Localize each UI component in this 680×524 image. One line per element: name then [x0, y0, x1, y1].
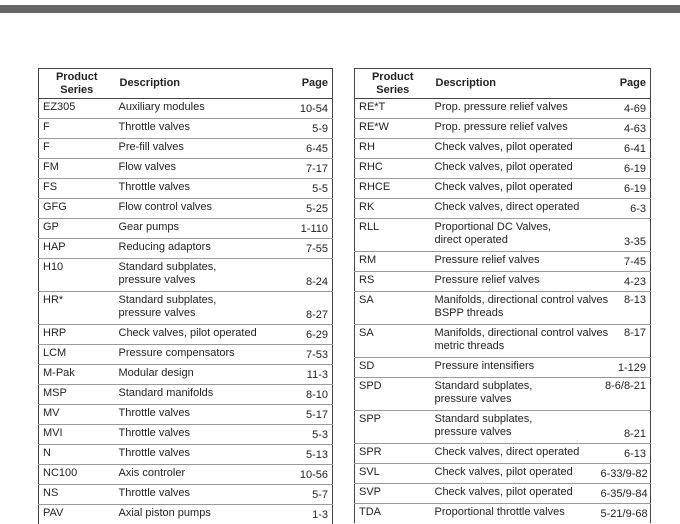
description-cell	[431, 464, 601, 484]
table-row	[39, 219, 333, 239]
product-series-cell: EZ305	[39, 99, 115, 119]
table-row	[39, 365, 333, 385]
page-cell: 8-21	[601, 411, 651, 444]
column-header-page: Page	[285, 69, 333, 99]
table-row	[355, 358, 651, 378]
description-cell	[431, 325, 601, 358]
description-line: Pre-fill valves	[119, 141, 285, 154]
product-series-cell: LCM	[39, 345, 115, 365]
product-series-cell: HAP	[39, 239, 115, 259]
table-row	[355, 252, 651, 272]
page-cell: 1-129	[601, 358, 651, 378]
table-row	[39, 485, 333, 505]
page-cell: 7-53	[285, 345, 333, 365]
description-line: Standard subplates,	[435, 413, 601, 426]
description-line: Check valves, pilot operated	[435, 141, 601, 154]
product-series-cell: SA	[355, 292, 431, 325]
table-row	[39, 259, 333, 292]
description-line: Throttle valves	[119, 407, 285, 420]
table-row	[355, 378, 651, 411]
product-series-cell: FM	[39, 159, 115, 179]
description-cell	[431, 504, 601, 524]
table-row	[39, 199, 333, 219]
product-series-cell: TDA	[355, 504, 431, 524]
description-cell	[115, 505, 285, 524]
table-header-row	[355, 69, 651, 99]
page-cell: 1-110	[285, 219, 333, 239]
column-header-description: Description	[115, 69, 285, 99]
table-row	[39, 159, 333, 179]
table-row	[355, 444, 651, 464]
product-series-cell: HR*	[39, 292, 115, 325]
page-cell: 4-69	[601, 99, 651, 119]
column-header-page: Page	[601, 69, 651, 99]
description-cell	[115, 345, 285, 365]
page-cell: 6-19	[601, 179, 651, 199]
product-series-cell: RS	[355, 272, 431, 292]
page-cell: 10-56	[285, 465, 333, 485]
description-cell	[115, 445, 285, 465]
table-row	[355, 179, 651, 199]
table-row	[355, 199, 651, 219]
product-series-cell: GFG	[39, 199, 115, 219]
page-cell: 3-35	[601, 219, 651, 252]
description-line: Throttle valves	[119, 487, 285, 500]
description-line: metric threads	[435, 340, 601, 353]
table-row	[355, 159, 651, 179]
description-line: Standard subplates,	[119, 261, 285, 274]
product-series-cell: MV	[39, 405, 115, 425]
description-line: Proportional DC Valves,	[435, 221, 601, 234]
description-line: pressure valves	[435, 426, 601, 439]
description-cell	[115, 365, 285, 385]
description-line: Modular design	[119, 367, 285, 380]
table-row	[39, 345, 333, 365]
table-row	[355, 504, 651, 524]
product-series-cell: F	[39, 139, 115, 159]
page-cell: 5-17	[285, 405, 333, 425]
column-header-product-series: Product Series	[39, 69, 115, 99]
product-series-cell: RK	[355, 199, 431, 219]
description-line: Check valves, pilot operated	[435, 161, 601, 174]
description-line: Gear pumps	[119, 221, 285, 234]
description-line: BSPP threads	[435, 307, 601, 320]
page-cell: 5-13	[285, 445, 333, 465]
table-row	[39, 385, 333, 405]
table-row	[39, 179, 333, 199]
table-header-row	[39, 69, 333, 99]
description-cell	[431, 219, 601, 252]
product-series-cell: GP	[39, 219, 115, 239]
description-cell	[115, 239, 285, 259]
description-cell	[115, 325, 285, 345]
description-cell	[431, 358, 601, 378]
product-series-cell: RE*W	[355, 119, 431, 139]
page-cell: 8-13	[601, 292, 651, 325]
page-cell: 10-54	[285, 99, 333, 119]
table-row	[355, 99, 651, 119]
description-cell	[115, 219, 285, 239]
page-cell: 6-3	[601, 199, 651, 219]
description-cell	[431, 179, 601, 199]
description-cell	[431, 99, 601, 119]
table-row	[39, 139, 333, 159]
page-cell: 8-10	[285, 385, 333, 405]
description-cell	[115, 259, 285, 292]
product-series-cell: RHCE	[355, 179, 431, 199]
description-cell	[431, 484, 601, 504]
product-series-cell: NC100	[39, 465, 115, 485]
page-cell: 8-24	[285, 259, 333, 292]
description-line: Throttle valves	[119, 447, 285, 460]
column-header-product-series: Product Series	[355, 69, 431, 99]
description-cell	[431, 252, 601, 272]
product-series-cell: PAV	[39, 505, 115, 524]
product-series-cell: RM	[355, 252, 431, 272]
table-row	[355, 464, 651, 484]
page-cell: 6-19	[601, 159, 651, 179]
table-row	[39, 465, 333, 485]
page-cell: 4-23	[601, 272, 651, 292]
description-line: Pressure intensifiers	[435, 360, 601, 373]
description-line: Standard manifolds	[119, 387, 285, 400]
table-row	[39, 292, 333, 325]
product-series-cell: NS	[39, 485, 115, 505]
page-cell: 8-6/8-21	[601, 378, 651, 411]
description-cell	[115, 405, 285, 425]
product-series-cell: RLL	[355, 219, 431, 252]
page-cell: 5-21/9-68	[601, 504, 651, 524]
description-line: Manifolds, directional control valves	[435, 294, 601, 307]
description-cell	[115, 292, 285, 325]
table-row	[39, 445, 333, 465]
page-cell: 5-25	[285, 199, 333, 219]
description-line: Axial piston pumps	[119, 507, 285, 520]
description-line: Auxiliary modules	[119, 101, 285, 114]
column-header-description: Description	[431, 69, 601, 99]
description-line: Check valves, pilot operated	[435, 486, 601, 499]
product-series-cell: H10	[39, 259, 115, 292]
description-cell	[115, 425, 285, 445]
description-line: pressure valves	[119, 307, 285, 320]
table-row	[355, 292, 651, 325]
description-cell	[431, 272, 601, 292]
table-row	[355, 484, 651, 504]
description-line: Pressure relief valves	[435, 254, 601, 267]
description-line: Pressure relief valves	[435, 274, 601, 287]
page-cell: 1-3	[285, 505, 333, 524]
description-cell	[431, 411, 601, 444]
product-series-cell: MVI	[39, 425, 115, 445]
product-series-cell: RH	[355, 139, 431, 159]
description-line: Manifolds, directional control valves	[435, 327, 601, 340]
product-series-cell: RE*T	[355, 99, 431, 119]
description-cell	[115, 485, 285, 505]
table-row	[39, 505, 333, 524]
description-line: Throttle valves	[119, 427, 285, 440]
description-line: Check valves, direct operated	[435, 446, 601, 459]
description-line: Standard subplates,	[119, 294, 285, 307]
description-cell	[115, 159, 285, 179]
page-cell: 6-13	[601, 444, 651, 464]
table-row	[39, 405, 333, 425]
description-line: Check valves, pilot operated	[435, 181, 601, 194]
table-row	[39, 99, 333, 119]
product-series-cell: SA	[355, 325, 431, 358]
description-line: Throttle valves	[119, 181, 285, 194]
product-index-table-right	[354, 68, 651, 523]
product-series-cell: SPD	[355, 378, 431, 411]
description-cell	[115, 119, 285, 139]
description-line: pressure valves	[119, 274, 285, 287]
page-cell: 5-3	[285, 425, 333, 445]
description-cell	[115, 465, 285, 485]
table-row	[39, 425, 333, 445]
description-line: direct operated	[435, 234, 601, 247]
page-cell: 7-17	[285, 159, 333, 179]
table-row	[355, 139, 651, 159]
description-line: Check valves, direct operated	[435, 201, 601, 214]
header-bar	[0, 5, 680, 13]
description-cell	[431, 199, 601, 219]
page-cell: 6-45	[285, 139, 333, 159]
product-series-cell: FS	[39, 179, 115, 199]
description-line: Check valves, pilot operated	[119, 327, 285, 340]
description-line: Proportional throttle valves	[435, 506, 601, 519]
page-cell: 6-29	[285, 325, 333, 345]
description-line: Prop. pressure relief valves	[435, 101, 601, 114]
table-row	[355, 325, 651, 358]
page-cell: 4-63	[601, 119, 651, 139]
table-row	[355, 119, 651, 139]
page-cell: 8-27	[285, 292, 333, 325]
product-series-cell: M-Pak	[39, 365, 115, 385]
description-line: Flow control valves	[119, 201, 285, 214]
page-cell: 11-3	[285, 365, 333, 385]
table-row	[39, 239, 333, 259]
page-cell: 5-5	[285, 179, 333, 199]
product-index-table-left	[38, 68, 333, 524]
description-cell	[431, 292, 601, 325]
product-series-cell: SPP	[355, 411, 431, 444]
description-line: Standard subplates,	[435, 380, 601, 393]
description-cell	[115, 199, 285, 219]
description-line: pressure valves	[435, 393, 601, 406]
page-cell: 6-41	[601, 139, 651, 159]
page-cell: 5-9	[285, 119, 333, 139]
description-line: Check valves, pilot operated	[435, 466, 601, 479]
product-series-cell: F	[39, 119, 115, 139]
description-cell	[431, 444, 601, 464]
description-cell	[115, 99, 285, 119]
description-line: Pressure compensators	[119, 347, 285, 360]
page-cell: 6-35/9-84	[601, 484, 651, 504]
page-cell: 7-45	[601, 252, 651, 272]
product-series-cell: SD	[355, 358, 431, 378]
description-cell	[431, 119, 601, 139]
page-cell: 5-7	[285, 485, 333, 505]
description-cell	[431, 378, 601, 411]
description-cell	[431, 159, 601, 179]
description-line: Throttle valves	[119, 121, 285, 134]
product-series-cell: SVP	[355, 484, 431, 504]
page-cell: 6-33/9-82	[601, 464, 651, 484]
description-cell	[431, 139, 601, 159]
description-line: Reducing adaptors	[119, 241, 285, 254]
table-row	[39, 325, 333, 345]
product-series-cell: SVL	[355, 464, 431, 484]
table-row	[39, 119, 333, 139]
table-row	[355, 219, 651, 252]
description-cell	[115, 139, 285, 159]
description-line: Flow valves	[119, 161, 285, 174]
product-series-cell: MSP	[39, 385, 115, 405]
product-series-cell: RHC	[355, 159, 431, 179]
description-cell	[115, 385, 285, 405]
description-line: Prop. pressure relief valves	[435, 121, 601, 134]
table-row	[355, 411, 651, 444]
product-series-cell: N	[39, 445, 115, 465]
product-series-cell: HRP	[39, 325, 115, 345]
page-cell: 7-55	[285, 239, 333, 259]
product-series-cell: SPR	[355, 444, 431, 464]
description-line: Axis controler	[119, 467, 285, 480]
table-row	[355, 272, 651, 292]
page-cell: 8-17	[601, 325, 651, 358]
description-cell	[115, 179, 285, 199]
